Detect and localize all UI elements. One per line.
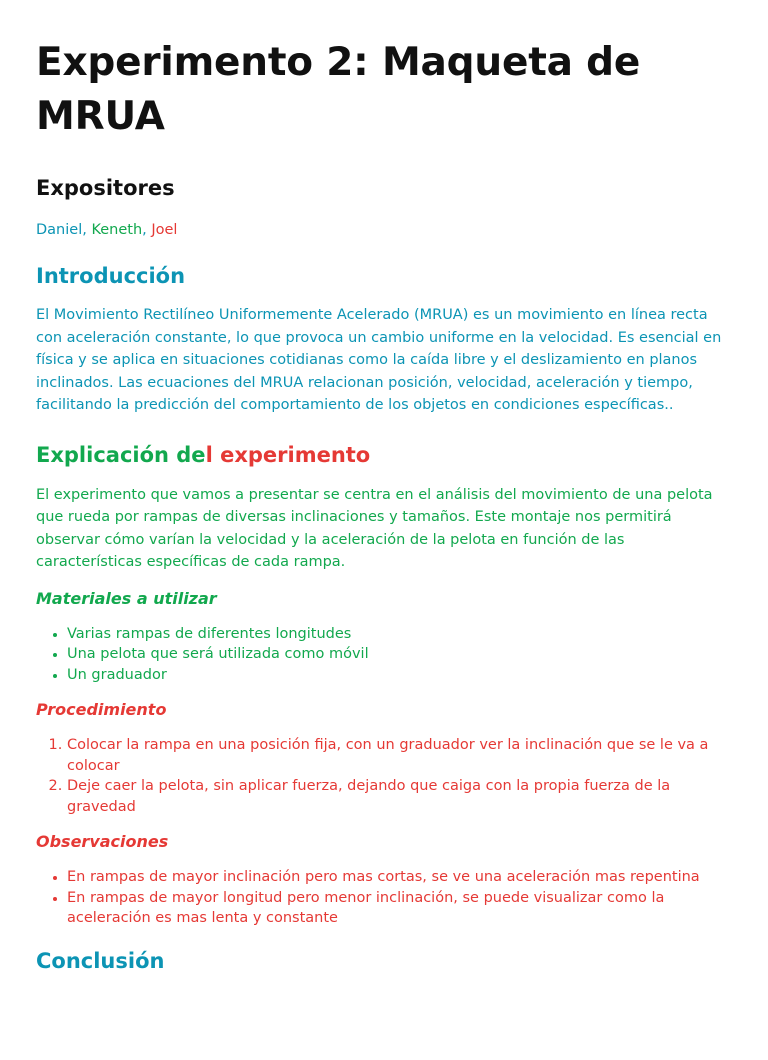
explicacion-heading-part1: Explicación de [36, 442, 206, 467]
explicacion-heading [36, 441, 732, 469]
name-separator: , [82, 222, 92, 238]
list-item: 1. Colocar la rampa en una posición fija, con un graduador ver la inclinación que se le va a colocar [67, 735, 732, 776]
document-page [0, 36, 768, 975]
introduccion-heading: Introducción [36, 264, 186, 288]
conclusion-heading: Conclusión [36, 948, 165, 973]
list-item: • En rampas de mayor longitud pero menor inclinación, se puede visualizar como la aceleración es mas lenta y constante [67, 888, 732, 929]
list-item: • En rampas de mayor inclinación pero mas cortas, se ve una aceleración mas repentina [67, 867, 732, 888]
list-item: • Varias rampas de diferentes longitudes [67, 624, 732, 645]
explicacion-paragraph: El experimento que vamos a presentar se centra en el análisis del movimiento de una pelota que rueda por rampas de diversas inclinaciones y tamaños. Este montaje nos permitirá observar cómo varían la velocidad y la aceleración de la pelota en función de las características específicas de cada rampa. [36, 486, 713, 570]
list-item: 2. Deje caer la pelota, sin aplicar fuerza, dejando que caiga con la propia fuerza de la gravedad [67, 776, 732, 817]
expositor-name-joel: Joel [151, 222, 178, 238]
procedimiento-list [36, 735, 732, 817]
page-title: Experimento 2: Maqueta de MRUA [36, 40, 641, 139]
procedimiento-heading: Procedimiento [36, 700, 167, 719]
expositores-heading: Expositores [36, 176, 175, 200]
list-item: • Un graduador [67, 665, 732, 686]
introduccion-paragraph: El Movimiento Rectilíneo Uniformemente Acelerado (MRUA) es un movimiento en línea recta con aceleración constante, lo que provoca un cambio uniforme en la velocidad. Es esencial en física y se aplica en situaciones cotidianas como la caída libre y el deslizamiento en planos inclinados. Las ecuaciones del MRUA relacionan posición, velocidad, aceleración y tiempo, facilitando la predicción del comportamiento de los objetos en condiciones específicas.. [36, 307, 722, 413]
name-separator: , [142, 222, 152, 238]
materiales-heading: Materiales a utilizar [36, 588, 217, 608]
expositor-name-daniel: Daniel [36, 222, 83, 238]
expositor-name-keneth: Keneth [91, 222, 143, 238]
explicacion-heading-part2: l experimento [205, 442, 371, 467]
materiales-list [36, 624, 732, 686]
observaciones-heading: Observaciones [36, 832, 169, 851]
list-item: • Una pelota que será utilizada como móvil [67, 644, 732, 665]
observaciones-list [36, 867, 732, 929]
expositores-names [36, 220, 732, 240]
